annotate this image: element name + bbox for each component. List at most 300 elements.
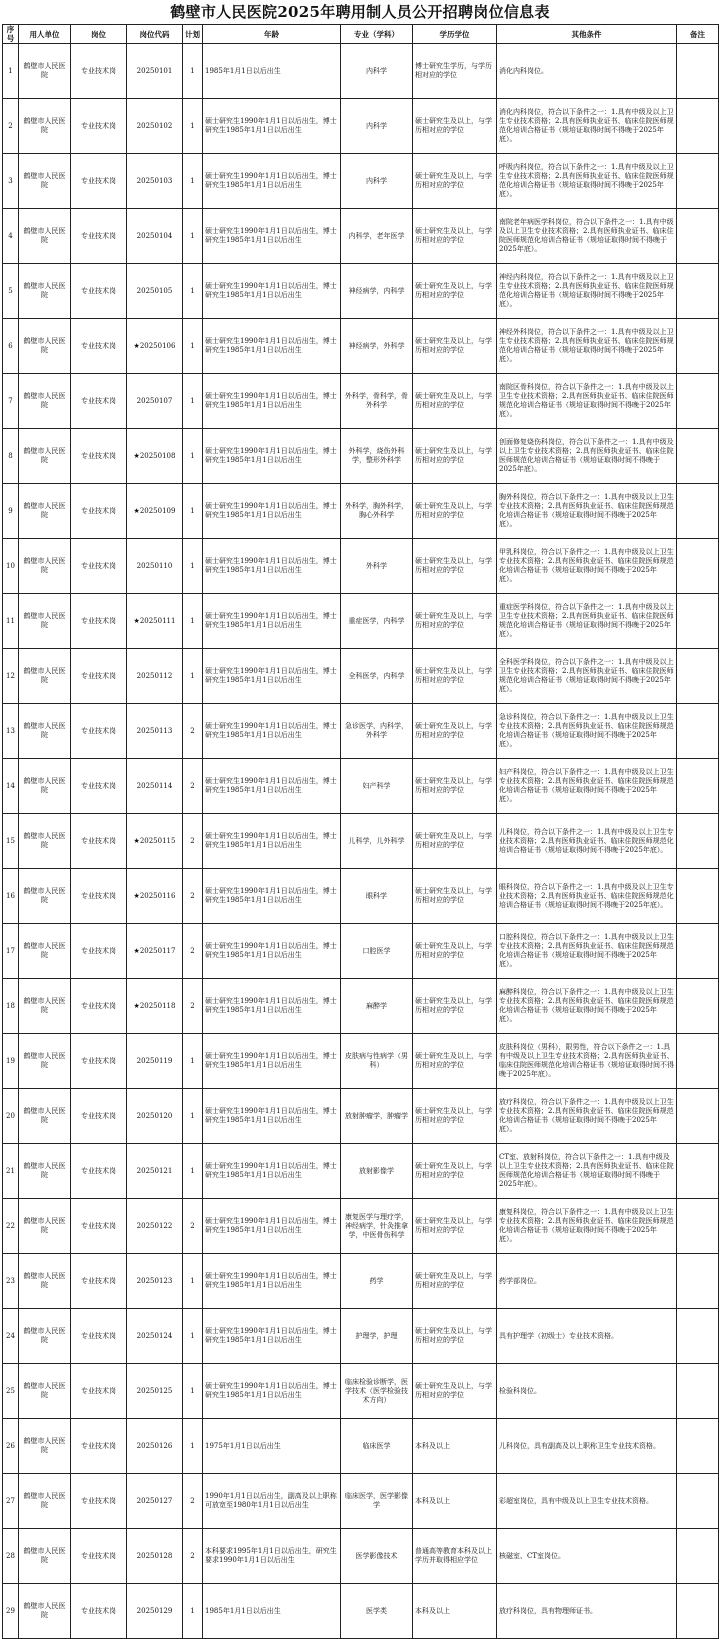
cell-plan: 2	[183, 759, 203, 814]
cell-degree: 硕士研究生及以上，与学历相对应的学位	[413, 924, 497, 979]
cell-unit: 鹤壁市人民医院	[19, 484, 71, 539]
cell-post: 专业技术岗	[71, 1419, 127, 1474]
cell-plan: 1	[183, 154, 203, 209]
cell-unit: 鹤壁市人民医院	[19, 1364, 71, 1419]
cell-unit: 鹤壁市人民医院	[19, 319, 71, 374]
cell-plan: 1	[183, 1034, 203, 1089]
table-row	[3, 704, 719, 759]
cell-degree: 硕士研究生及以上，与学历相对应的学位	[413, 704, 497, 759]
cell-age: 硕士研究生1990年1月1日以后出生，博士研究生1985年1月1日以后出生	[203, 1089, 341, 1144]
cell-degree: 硕士研究生及以上，与学历相对应的学位	[413, 209, 497, 264]
table-row	[3, 374, 719, 429]
cell-code: ★20250115	[127, 814, 183, 869]
cell-degree: 硕士研究生及以上，与学历相对应的学位	[413, 1034, 497, 1089]
cell-no: 18	[3, 979, 19, 1034]
cell-major: 眼科学	[341, 869, 413, 924]
cell-conditions: 消化内科岗位。	[497, 44, 677, 99]
recruitment-table	[2, 24, 719, 1639]
cell-code: 20250125	[127, 1364, 183, 1419]
cell-conditions: 重症医学科岗位，符合以下条件之一：1.具有中级及以上卫生专业技术资格；2.具有医师执业证书、临床住院医师规范化培训合格证书（规培证取得时间不得晚于2025年底）。	[497, 594, 677, 649]
cell-note	[677, 1584, 719, 1639]
cell-post: 专业技术岗	[71, 1254, 127, 1309]
cell-code: 20250123	[127, 1254, 183, 1309]
cell-note	[677, 429, 719, 484]
cell-note	[677, 264, 719, 319]
cell-major: 临床医学	[341, 1419, 413, 1474]
cell-age: 硕士研究生1990年1月1日以后出生，博士研究生1985年1月1日以后出生	[203, 1364, 341, 1419]
cell-code: ★20250111	[127, 594, 183, 649]
cell-note	[677, 1199, 719, 1254]
table-row	[3, 1089, 719, 1144]
cell-unit: 鹤壁市人民医院	[19, 1089, 71, 1144]
cell-conditions: 神经外科岗位，符合以下条件之一：1.具有中级及以上卫生专业技术资格；2.具有医师执业证书、临床住院医师规范化培训合格证书（规培证取得时间不得晚于2025年底）。	[497, 319, 677, 374]
cell-conditions: 儿科岗位，具有副高及以上职称卫生专业技术资格。	[497, 1419, 677, 1474]
cell-unit: 鹤壁市人民医院	[19, 154, 71, 209]
cell-conditions: 儿科岗位，符合以下条件之一：1.具有中级及以上卫生专业技术资格；2.具有医师执业证书、临床住院医师规范化培训合格证书（规培证取得时间不得晚于2025年底）。	[497, 814, 677, 869]
cell-major: 神经病学，内科学	[341, 264, 413, 319]
cell-degree: 硕士研究生及以上，与学历相对应的学位	[413, 374, 497, 429]
cell-plan: 1	[183, 99, 203, 154]
cell-code: 20250105	[127, 264, 183, 319]
cell-major: 妇产科学	[341, 759, 413, 814]
table-row	[3, 1474, 719, 1529]
table-row	[3, 209, 719, 264]
cell-note	[677, 1309, 719, 1364]
cell-plan: 2	[183, 814, 203, 869]
cell-no: 9	[3, 484, 19, 539]
cell-conditions: 消化内科岗位，符合以下条件之一：1.具有中级及以上卫生专业技术资格；2.具有医师执业证书、临床住院医师规范化培训合格证书（规培证取得时间不得晚于2025年底）。	[497, 99, 677, 154]
cell-code: 20250121	[127, 1144, 183, 1199]
table-row	[3, 539, 719, 594]
table-row	[3, 264, 719, 319]
cell-unit: 鹤壁市人民医院	[19, 44, 71, 99]
cell-age: 1990年1月1日以后出生，副高及以上职称可放宽至1980年1月1日以后出生	[203, 1474, 341, 1529]
cell-unit: 鹤壁市人民医院	[19, 924, 71, 979]
cell-age: 硕士研究生1990年1月1日以后出生，博士研究生1985年1月1日以后出生	[203, 814, 341, 869]
cell-unit: 鹤壁市人民医院	[19, 429, 71, 484]
table-row	[3, 649, 719, 704]
cell-post: 专业技术岗	[71, 1584, 127, 1639]
cell-no: 10	[3, 539, 19, 594]
cell-major: 急诊医学，内科学，外科学	[341, 704, 413, 759]
cell-note	[677, 1474, 719, 1529]
cell-note	[677, 44, 719, 99]
cell-conditions: 眼科岗位，符合以下条件之一：1.具有中级及以上卫生专业技术资格；2.具有医师执业证书、临床住院医师规范化培训合格证书（规培证取得时间不得晚于2025年底）。	[497, 869, 677, 924]
cell-age: 硕士研究生1990年1月1日以后出生，博士研究生1985年1月1日以后出生	[203, 924, 341, 979]
header-major: 专业（学科）	[341, 25, 413, 44]
cell-age: 硕士研究生1990年1月1日以后出生，博士研究生1985年1月1日以后出生	[203, 979, 341, 1034]
table-row	[3, 759, 719, 814]
cell-major: 外科学，骨科学，骨外科学	[341, 374, 413, 429]
cell-conditions: 麻醉科岗位，符合以下条件之一：1.具有中级及以上卫生专业技术资格；2.具有医师执业证书、临床住院医师规范化培训合格证书（规培证取得时间不得晚于2025年底）。	[497, 979, 677, 1034]
table-row	[3, 1199, 719, 1254]
cell-age: 1975年1月1日以后出生	[203, 1419, 341, 1474]
header-code: 岗位代码	[127, 25, 183, 44]
cell-degree: 硕士研究生及以上，与学历相对应的学位	[413, 264, 497, 319]
cell-code: 20250129	[127, 1584, 183, 1639]
cell-plan: 1	[183, 539, 203, 594]
cell-code: 20250120	[127, 1089, 183, 1144]
cell-degree: 硕士研究生及以上，与学历相对应的学位	[413, 1364, 497, 1419]
cell-plan: 2	[183, 1529, 203, 1584]
cell-note	[677, 99, 719, 154]
cell-conditions: 全科医学科岗位，符合以下条件之一：1.具有中级及以上卫生专业技术资格；2.具有医师执业证书、临床住院医师规范化培训合格证书（规培证取得时间不得晚于2025年底）。	[497, 649, 677, 704]
cell-note	[677, 1144, 719, 1199]
cell-conditions: 呼吸内科岗位，符合以下条件之一：1.具有中级及以上卫生专业技术资格；2.具有医师执业证书、临床住院医师规范化培训合格证书（规培证取得时间不得晚于2025年底）。	[497, 154, 677, 209]
cell-unit: 鹤壁市人民医院	[19, 1034, 71, 1089]
cell-degree: 硕士研究生及以上，与学历相对应的学位	[413, 814, 497, 869]
cell-note	[677, 759, 719, 814]
cell-post: 专业技术岗	[71, 869, 127, 924]
cell-no: 19	[3, 1034, 19, 1089]
cell-post: 专业技术岗	[71, 1364, 127, 1419]
cell-no: 3	[3, 154, 19, 209]
cell-code: 20250104	[127, 209, 183, 264]
header-unit: 用人单位	[19, 25, 71, 44]
cell-note	[677, 979, 719, 1034]
cell-code: ★20250118	[127, 979, 183, 1034]
table-row	[3, 979, 719, 1034]
cell-conditions: 彩超室岗位，具有中级及以上卫生专业技术资格。	[497, 1474, 677, 1529]
table-row	[3, 484, 719, 539]
cell-note	[677, 209, 719, 264]
cell-unit: 鹤壁市人民医院	[19, 1199, 71, 1254]
cell-plan: 2	[183, 704, 203, 759]
cell-note	[677, 319, 719, 374]
cell-unit: 鹤壁市人民医院	[19, 539, 71, 594]
cell-unit: 鹤壁市人民医院	[19, 209, 71, 264]
cell-degree: 硕士研究生及以上，与学历相对应的学位	[413, 1309, 497, 1364]
cell-unit: 鹤壁市人民医院	[19, 264, 71, 319]
cell-unit: 鹤壁市人民医院	[19, 1474, 71, 1529]
cell-note	[677, 1254, 719, 1309]
cell-no: 12	[3, 649, 19, 704]
cell-degree: 硕士研究生及以上，与学历相对应的学位	[413, 1254, 497, 1309]
cell-plan: 1	[183, 1364, 203, 1419]
cell-conditions: 康复科岗位，符合以下条件之一：1.具有中级及以上卫生专业技术资格；2.具有医师执业证书、临床住院医师规范化培训合格证书（规培证取得时间不得晚于2025年底）。	[497, 1199, 677, 1254]
table-row	[3, 1034, 719, 1089]
cell-conditions: 药学部岗位。	[497, 1254, 677, 1309]
cell-post: 专业技术岗	[71, 1474, 127, 1529]
cell-major: 临床检验诊断学，医学技术（医学检验技术方向）	[341, 1364, 413, 1419]
cell-note	[677, 1364, 719, 1419]
cell-plan: 1	[183, 1309, 203, 1364]
cell-note	[677, 924, 719, 979]
cell-post: 专业技术岗	[71, 1034, 127, 1089]
cell-note	[677, 374, 719, 429]
cell-post: 专业技术岗	[71, 759, 127, 814]
cell-post: 专业技术岗	[71, 1089, 127, 1144]
cell-degree: 硕士研究生及以上，与学历相对应的学位	[413, 869, 497, 924]
cell-conditions: 甲乳科岗位，符合以下条件之一：1.具有中级及以上卫生专业技术资格；2.具有医师执业证书、临床住院医师规范化培训合格证书（规培证取得时间不得晚于2025年底）。	[497, 539, 677, 594]
cell-plan: 2	[183, 1474, 203, 1529]
cell-code: ★20250117	[127, 924, 183, 979]
cell-major: 康复医学与理疗学，神经病学，针灸推拿学，中医骨伤科学	[341, 1199, 413, 1254]
cell-unit: 鹤壁市人民医院	[19, 869, 71, 924]
cell-major: 内科学	[341, 44, 413, 99]
cell-plan: 1	[183, 264, 203, 319]
cell-major: 医学影像技术	[341, 1529, 413, 1584]
cell-major: 皮肤病与性病学（男科）	[341, 1034, 413, 1089]
cell-unit: 鹤壁市人民医院	[19, 979, 71, 1034]
cell-conditions: 急诊科岗位，符合以下条件之一：1.具有中级及以上卫生专业技术资格；2.具有医师执业证书、临床住院医师规范化培训合格证书（规培证取得时间不得晚于2025年底）。	[497, 704, 677, 759]
cell-code: 20250127	[127, 1474, 183, 1529]
header-row	[3, 25, 719, 44]
header-degree: 学历学位	[413, 25, 497, 44]
cell-unit: 鹤壁市人民医院	[19, 1144, 71, 1199]
cell-degree: 硕士研究生及以上，与学历相对应的学位	[413, 1199, 497, 1254]
cell-age: 本科要求1995年1月1日以后出生，研究生要求1990年1月1日以后出生	[203, 1529, 341, 1584]
cell-post: 专业技术岗	[71, 154, 127, 209]
cell-degree: 本科及以上	[413, 1584, 497, 1639]
cell-unit: 鹤壁市人民医院	[19, 99, 71, 154]
cell-note	[677, 154, 719, 209]
cell-post: 专业技术岗	[71, 209, 127, 264]
cell-code: ★20250106	[127, 319, 183, 374]
table-row	[3, 1364, 719, 1419]
cell-degree: 硕士研究生及以上，与学历相对应的学位	[413, 99, 497, 154]
header-age: 年龄	[203, 25, 341, 44]
cell-major: 重症医学，内科学	[341, 594, 413, 649]
cell-code: 20250112	[127, 649, 183, 704]
cell-post: 专业技术岗	[71, 924, 127, 979]
cell-code: ★20250116	[127, 869, 183, 924]
cell-degree: 硕士研究生及以上，与学历相对应的学位	[413, 759, 497, 814]
cell-code: 20250128	[127, 1529, 183, 1584]
cell-age: 硕士研究生1990年1月1日以后出生，博士研究生1985年1月1日以后出生	[203, 594, 341, 649]
cell-plan: 1	[183, 429, 203, 484]
cell-post: 专业技术岗	[71, 594, 127, 649]
cell-no: 1	[3, 44, 19, 99]
cell-code: 20250110	[127, 539, 183, 594]
cell-conditions: 具有护理学（初级士）专业技术资格。	[497, 1309, 677, 1364]
cell-major: 内科学	[341, 99, 413, 154]
cell-note	[677, 539, 719, 594]
cell-degree: 普通高等教育本科及以上学历并取得相应学位	[413, 1529, 497, 1584]
cell-unit: 鹤壁市人民医院	[19, 704, 71, 759]
cell-no: 6	[3, 319, 19, 374]
cell-no: 4	[3, 209, 19, 264]
cell-age: 硕士研究生1990年1月1日以后出生，博士研究生1985年1月1日以后出生	[203, 759, 341, 814]
cell-code: 20250114	[127, 759, 183, 814]
cell-note	[677, 649, 719, 704]
cell-major: 外科学	[341, 539, 413, 594]
cell-code: 20250119	[127, 1034, 183, 1089]
cell-plan: 1	[183, 209, 203, 264]
cell-post: 专业技术岗	[71, 374, 127, 429]
cell-unit: 鹤壁市人民医院	[19, 649, 71, 704]
cell-no: 23	[3, 1254, 19, 1309]
cell-plan: 1	[183, 1089, 203, 1144]
header-conditions: 其他条件	[497, 25, 677, 44]
cell-degree: 本科及以上	[413, 1474, 497, 1529]
cell-code: 20250126	[127, 1419, 183, 1474]
cell-post: 专业技术岗	[71, 429, 127, 484]
table-row	[3, 594, 719, 649]
cell-unit: 鹤壁市人民医院	[19, 1309, 71, 1364]
cell-no: 21	[3, 1144, 19, 1199]
table-row	[3, 1309, 719, 1364]
table-row	[3, 924, 719, 979]
cell-conditions: 创面修复烧伤科岗位，符合以下条件之一：1.具有中级及以上卫生专业技术资格；2.具有医师执业证书、临床住院医师规范化培训合格证书（规培证取得时间不得晚于2025年底）。	[497, 429, 677, 484]
cell-no: 15	[3, 814, 19, 869]
cell-major: 口腔医学	[341, 924, 413, 979]
cell-age: 1985年1月1日以后出生	[203, 1584, 341, 1639]
cell-plan: 2	[183, 979, 203, 1034]
cell-plan: 2	[183, 869, 203, 924]
cell-major: 护理学，护理	[341, 1309, 413, 1364]
cell-major: 医学类	[341, 1584, 413, 1639]
cell-major: 放射影像学	[341, 1144, 413, 1199]
cell-unit: 鹤壁市人民医院	[19, 1529, 71, 1584]
cell-code: 20250124	[127, 1309, 183, 1364]
cell-code: 20250102	[127, 99, 183, 154]
cell-no: 14	[3, 759, 19, 814]
cell-major: 外科学，烧伤外科学，整形外科学	[341, 429, 413, 484]
cell-note	[677, 814, 719, 869]
table-row	[3, 869, 719, 924]
cell-post: 专业技术岗	[71, 99, 127, 154]
cell-plan: 1	[183, 1254, 203, 1309]
cell-major: 内科学	[341, 154, 413, 209]
table-body	[3, 44, 719, 1639]
cell-plan: 1	[183, 649, 203, 704]
cell-plan: 1	[183, 1144, 203, 1199]
cell-degree: 硕士研究生及以上，与学历相对应的学位	[413, 429, 497, 484]
cell-degree: 硕士研究生及以上，与学历相对应的学位	[413, 319, 497, 374]
cell-no: 29	[3, 1584, 19, 1639]
cell-no: 2	[3, 99, 19, 154]
cell-conditions: 胸外科岗位，符合以下条件之一：1.具有中级及以上卫生专业技术资格；2.具有医师执业证书、临床住院医师规范化培训合格证书（规培证取得时间不得晚于2025年底）。	[497, 484, 677, 539]
cell-conditions: 南院老年病医学科岗位，符合以下条件之一：1.具有中级及以上卫生专业技术资格；2.具有医师执业证书、临床住院医师规范化培训合格证书（规培证取得时间不得晚于2025年底）。	[497, 209, 677, 264]
cell-code: 20250107	[127, 374, 183, 429]
cell-major: 儿科学，儿外科学	[341, 814, 413, 869]
cell-conditions: 检验科岗位。	[497, 1364, 677, 1419]
cell-plan: 1	[183, 44, 203, 99]
cell-unit: 鹤壁市人民医院	[19, 759, 71, 814]
cell-note	[677, 1529, 719, 1584]
cell-note	[677, 1089, 719, 1144]
cell-conditions: 南院区骨科岗位，符合以下条件之一：1.具有中级及以上卫生专业技术资格；2.具有医师执业证书、临床住院医师规范化培训合格证书（规培证取得时间不得晚于2025年底）。	[497, 374, 677, 429]
cell-no: 17	[3, 924, 19, 979]
cell-age: 硕士研究生1990年1月1日以后出生，博士研究生1985年1月1日以后出生	[203, 649, 341, 704]
cell-code: 20250113	[127, 704, 183, 759]
cell-degree: 硕士研究生及以上，与学历相对应的学位	[413, 154, 497, 209]
cell-plan: 2	[183, 924, 203, 979]
cell-post: 专业技术岗	[71, 1199, 127, 1254]
cell-post: 专业技术岗	[71, 539, 127, 594]
cell-post: 专业技术岗	[71, 1529, 127, 1584]
cell-major: 药学	[341, 1254, 413, 1309]
cell-conditions: 放疗科岗位，具有物理师证书。	[497, 1584, 677, 1639]
table-row	[3, 1419, 719, 1474]
cell-age: 硕士研究生1990年1月1日以后出生，博士研究生1985年1月1日以后出生	[203, 1199, 341, 1254]
table-row	[3, 1529, 719, 1584]
cell-conditions: 口腔科岗位，符合以下条件之一：1.具有中级及以上卫生专业技术资格；2.具有医师执业证书、临床住院医师规范化培训合格证书（规培证取得时间不得晚于2025年底）。	[497, 924, 677, 979]
cell-degree: 硕士研究生及以上，与学历相对应的学位	[413, 484, 497, 539]
cell-age: 硕士研究生1990年1月1日以后出生，博士研究生1985年1月1日以后出生	[203, 99, 341, 154]
cell-degree: 博士研究生学历，与学历相对应的学位	[413, 44, 497, 99]
cell-note	[677, 1419, 719, 1474]
cell-no: 26	[3, 1419, 19, 1474]
cell-no: 13	[3, 704, 19, 759]
header-plan: 计划	[183, 25, 203, 44]
cell-code: 20250122	[127, 1199, 183, 1254]
cell-age: 硕士研究生1990年1月1日以后出生，博士研究生1985年1月1日以后出生	[203, 484, 341, 539]
cell-degree: 硕士研究生及以上，与学历相对应的学位	[413, 539, 497, 594]
cell-conditions: 皮肤科岗位（男科），限男性，符合以下条件之一：1.具有中级及以上卫生专业技术资格；2.具有医师执业证书、临床住院医师规范化培训合格证书（规培证取得时间不得晚于2025年底）。	[497, 1034, 677, 1089]
cell-degree: 硕士研究生及以上，与学历相对应的学位	[413, 649, 497, 704]
cell-age: 硕士研究生1990年1月1日以后出生，博士研究生1985年1月1日以后出生	[203, 704, 341, 759]
cell-conditions: 妇产科岗位，符合以下条件之一：1.具有中级及以上卫生专业技术资格；2.具有医师执业证书、临床住院医师规范化培训合格证书（规培证取得时间不得晚于2025年底）。	[497, 759, 677, 814]
cell-age: 硕士研究生1990年1月1日以后出生，博士研究生1985年1月1日以后出生	[203, 374, 341, 429]
cell-age: 硕士研究生1990年1月1日以后出生，博士研究生1985年1月1日以后出生	[203, 539, 341, 594]
cell-degree: 本科及以上	[413, 1419, 497, 1474]
cell-post: 专业技术岗	[71, 264, 127, 319]
cell-conditions: 核磁室、CT室岗位。	[497, 1529, 677, 1584]
table-row	[3, 429, 719, 484]
cell-age: 硕士研究生1990年1月1日以后出生，博士研究生1985年1月1日以后出生	[203, 264, 341, 319]
cell-plan: 1	[183, 1584, 203, 1639]
page-title: 鹤壁市人民医院2025年聘用制人员公开招聘岗位信息表	[170, 3, 550, 21]
cell-plan: 1	[183, 374, 203, 429]
table-row	[3, 1584, 719, 1639]
cell-conditions: 放疗科岗位，符合以下条件之一：1.具有中级及以上卫生专业技术资格；2.具有医师执业证书、临床住院医师规范化培训合格证书（规培证取得时间不得晚于2025年底）。	[497, 1089, 677, 1144]
cell-post: 专业技术岗	[71, 319, 127, 374]
cell-no: 11	[3, 594, 19, 649]
cell-note	[677, 704, 719, 759]
cell-major: 临床医学，医学影像学	[341, 1474, 413, 1529]
cell-no: 7	[3, 374, 19, 429]
cell-no: 22	[3, 1199, 19, 1254]
cell-post: 专业技术岗	[71, 649, 127, 704]
table-row	[3, 99, 719, 154]
cell-plan: 1	[183, 594, 203, 649]
cell-code: ★20250108	[127, 429, 183, 484]
cell-age: 硕士研究生1990年1月1日以后出生，博士研究生1985年1月1日以后出生	[203, 209, 341, 264]
cell-major: 全科医学，内科学	[341, 649, 413, 704]
cell-major: 外科学，胸外科学，胸心外科学	[341, 484, 413, 539]
cell-unit: 鹤壁市人民医院	[19, 1584, 71, 1639]
cell-post: 专业技术岗	[71, 704, 127, 759]
cell-no: 28	[3, 1529, 19, 1584]
cell-post: 专业技术岗	[71, 484, 127, 539]
cell-no: 20	[3, 1089, 19, 1144]
cell-age: 硕士研究生1990年1月1日以后出生，博士研究生1985年1月1日以后出生	[203, 1034, 341, 1089]
cell-plan: 1	[183, 319, 203, 374]
header-post: 岗位	[71, 25, 127, 44]
cell-degree: 硕士研究生及以上，与学历相对应的学位	[413, 594, 497, 649]
cell-plan: 1	[183, 1419, 203, 1474]
cell-code: ★20250109	[127, 484, 183, 539]
cell-unit: 鹤壁市人民医院	[19, 814, 71, 869]
cell-post: 专业技术岗	[71, 1144, 127, 1199]
cell-plan: 2	[183, 1199, 203, 1254]
cell-post: 专业技术岗	[71, 44, 127, 99]
cell-age: 硕士研究生1990年1月1日以后出生，博士研究生1985年1月1日以后出生	[203, 319, 341, 374]
cell-no: 8	[3, 429, 19, 484]
cell-post: 专业技术岗	[71, 814, 127, 869]
cell-code: 20250101	[127, 44, 183, 99]
cell-major: 麻醉学	[341, 979, 413, 1034]
table-row	[3, 44, 719, 99]
header-note: 备注	[677, 25, 719, 44]
cell-no: 25	[3, 1364, 19, 1419]
cell-conditions: 神经内科岗位，符合以下条件之一：1.具有中级及以上卫生专业技术资格；2.具有医师执业证书、临床住院医师规范化培训合格证书（规培证取得时间不得晚于2025年底）。	[497, 264, 677, 319]
cell-note	[677, 484, 719, 539]
cell-post: 专业技术岗	[71, 1309, 127, 1364]
cell-post: 专业技术岗	[71, 979, 127, 1034]
